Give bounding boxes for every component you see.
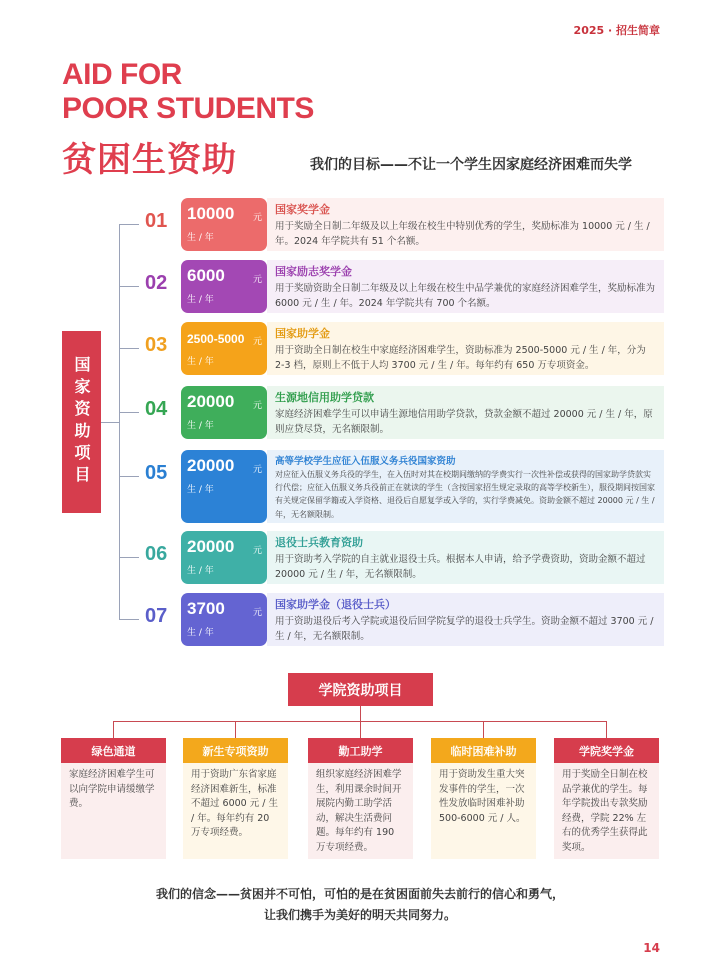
title-en [62, 58, 314, 126]
timeline-tick [119, 619, 139, 620]
program-unit: 元 [252, 401, 262, 411]
program-amount-tab [181, 322, 267, 375]
tree-connector [483, 721, 484, 738]
program-per: 生 / 年 [187, 295, 214, 305]
title-cn: 贫困生资助 [62, 140, 237, 180]
timeline-tick [119, 348, 139, 349]
program-unit: 元 [252, 465, 262, 475]
program-amount-tab [181, 593, 267, 646]
program-amount: 20000 [187, 537, 235, 556]
college-aid-name: 学院奖学金 [554, 738, 659, 763]
program-desc: 对应征入伍服义务兵役的学生，在入伍时对其在校期间缴纳的学费实行一次性补偿或获得的国家助学贷款实行代偿；应征入伍服义务兵役前正在就读的学生（含按国家招生规定录取的高等学校新生），服役期间按国家有关规定保留学籍或入学资格、退役后自愿复学或入学的，实行学费减免。资助金额不超过 20000 元 / 生 / 年，无名额限制。 [275, 470, 655, 519]
program-unit: 元 [252, 546, 262, 556]
program-number: 02 [145, 272, 168, 294]
program-unit: 元 [252, 337, 262, 347]
program-number: 05 [145, 462, 168, 484]
timeline-tick [119, 224, 139, 225]
program-amount-tab [181, 198, 267, 251]
program-title: 国家励志奖学金 [275, 265, 352, 278]
program-text [267, 322, 664, 375]
belief-line1: 我们的信念——贫困并不可怕，可怕的是在贫困面前失去前行的信心和勇气， [155, 887, 564, 901]
side-label: 国家资助项目 [62, 331, 101, 513]
program-per: 生 / 年 [187, 421, 214, 431]
slogan: 我们的目标——不让一个学生因家庭经济困难而失学 [310, 157, 632, 173]
timeline-tick [119, 286, 139, 287]
title-en-line2: POOR STUDENTS [62, 92, 314, 125]
program-per: 生 / 年 [187, 233, 214, 243]
program-amount: 10000 [187, 204, 235, 223]
program-number: 06 [145, 543, 168, 565]
program-text [267, 386, 664, 439]
college-aid-desc: 用于资助广东省家庭经济困难新生，标准不超过 6000 元 / 生 / 年。每年约有 20 万专项经费。 [183, 763, 288, 859]
page-number: 14 [643, 941, 660, 955]
college-aid-name: 新生专项资助 [183, 738, 288, 763]
program-text [267, 450, 664, 523]
program-unit: 元 [252, 275, 262, 285]
program-title: 生源地信用助学贷款 [275, 391, 374, 404]
program-desc: 用于奖励资助全日制二年级及以上年级在校生中品学兼优的家庭经济困难学生，奖励标准为 6000 元 / 生 / 年。2024 年学院共有 700 个名额。 [275, 283, 656, 309]
program-text [267, 531, 664, 584]
program-amount-tab [181, 386, 267, 439]
belief [0, 884, 720, 926]
timeline-tick [119, 412, 139, 413]
program-amount-tab [181, 260, 267, 313]
program-row [119, 322, 664, 375]
program-per: 生 / 年 [187, 357, 214, 367]
program-amount-tab [181, 531, 267, 584]
tree-connector [360, 721, 361, 738]
program-row [119, 260, 664, 313]
program-desc: 用于资助退役后考入学院或退役后回学院复学的退役士兵学生。资助金额不超过 3700 元 / 生 / 年，无名额限制。 [275, 616, 654, 642]
college-aid-desc: 家庭经济困难学生可以向学院申请缓缴学费。 [61, 763, 166, 859]
program-title: 国家奖学金 [275, 203, 330, 216]
program-number: 03 [145, 334, 168, 356]
timeline-tick [119, 476, 139, 477]
program-text [267, 198, 664, 251]
tree-connector [360, 706, 361, 721]
program-number: 07 [145, 605, 168, 627]
college-aid-desc: 组织家庭经济困难学生，利用课余时间开展院内勤工助学活动，解决生活费问题。每年约有 190 万专项经费。 [308, 763, 413, 859]
program-number: 04 [145, 398, 168, 420]
belief-line2: 让我们携手为美好的明天共同努力。 [263, 908, 456, 922]
program-title: 退役士兵教育资助 [275, 536, 363, 549]
program-desc: 用于奖励全日制二年级及以上年级在校生中特别优秀的学生，奖励标准为 10000 元 / 生 / 年。2024 年学院共有 51 个名额。 [275, 221, 650, 247]
program-title: 高等学校学生应征入伍服义务兵役国家资助 [275, 456, 456, 467]
program-amount-tab [181, 450, 267, 523]
title-en-line1: AID FOR [62, 58, 182, 91]
tree-connector [606, 721, 607, 738]
program-amount: 6000 [187, 266, 225, 285]
college-aid-desc: 用于奖励全日制在校品学兼优的学生。每年学院拨出专款奖励经费，学院 22% 左右的优秀学生获得此奖项。 [554, 763, 659, 859]
program-title: 国家助学金（退役士兵） [275, 598, 396, 611]
program-unit: 元 [252, 213, 262, 223]
program-row [119, 450, 664, 523]
program-amount: 20000 [187, 392, 235, 411]
timeline-tick [119, 557, 139, 558]
program-per: 生 / 年 [187, 628, 214, 638]
program-text [267, 260, 664, 313]
college-aid-name: 临时困难补助 [431, 738, 536, 763]
program-unit: 元 [252, 608, 262, 618]
program-amount: 20000 [187, 456, 235, 475]
college-aid-title: 学院资助项目 [288, 673, 433, 706]
tree-connector [113, 721, 114, 738]
program-desc: 家庭经济困难学生可以申请生源地信用助学贷款，贷款金额不超过 20000 元 / 生 / 年，原则应贷尽贷，无名额限制。 [275, 409, 653, 435]
header-tag: 2025 · 招生简章 [573, 24, 660, 37]
program-row [119, 386, 664, 439]
college-aid-name: 勤工助学 [308, 738, 413, 763]
connector-line [101, 422, 119, 423]
program-text [267, 593, 664, 646]
program-amount: 2500-5000 [187, 332, 245, 346]
college-aid-name: 绿色通道 [61, 738, 166, 763]
program-row [119, 198, 664, 251]
program-per: 生 / 年 [187, 566, 214, 576]
program-row [119, 593, 664, 646]
program-per: 生 / 年 [187, 485, 214, 495]
program-amount: 3700 [187, 599, 225, 618]
program-title: 国家助学金 [275, 327, 330, 340]
program-row [119, 531, 664, 584]
program-number: 01 [145, 210, 168, 232]
program-desc: 用于资助全日制在校生中家庭经济困难学生，资助标准为 2500-5000 元 / 生 / 年，分为 2-3 档，原则上不低于人均 3700 元 / 生 / 年。每年约有 650 万专项资金。 [275, 345, 646, 371]
tree-connector [235, 721, 236, 738]
program-desc: 用于资助考入学院的自主就业退役士兵。根据本人申请，给予学费资助，资助金额不超过 20000 元 / 生 / 年，无名额限制。 [275, 554, 646, 580]
college-aid-desc: 用于资助发生重大突发事件的学生，一次性发放临时困难补助 500-6000 元 / 人。 [431, 763, 536, 859]
